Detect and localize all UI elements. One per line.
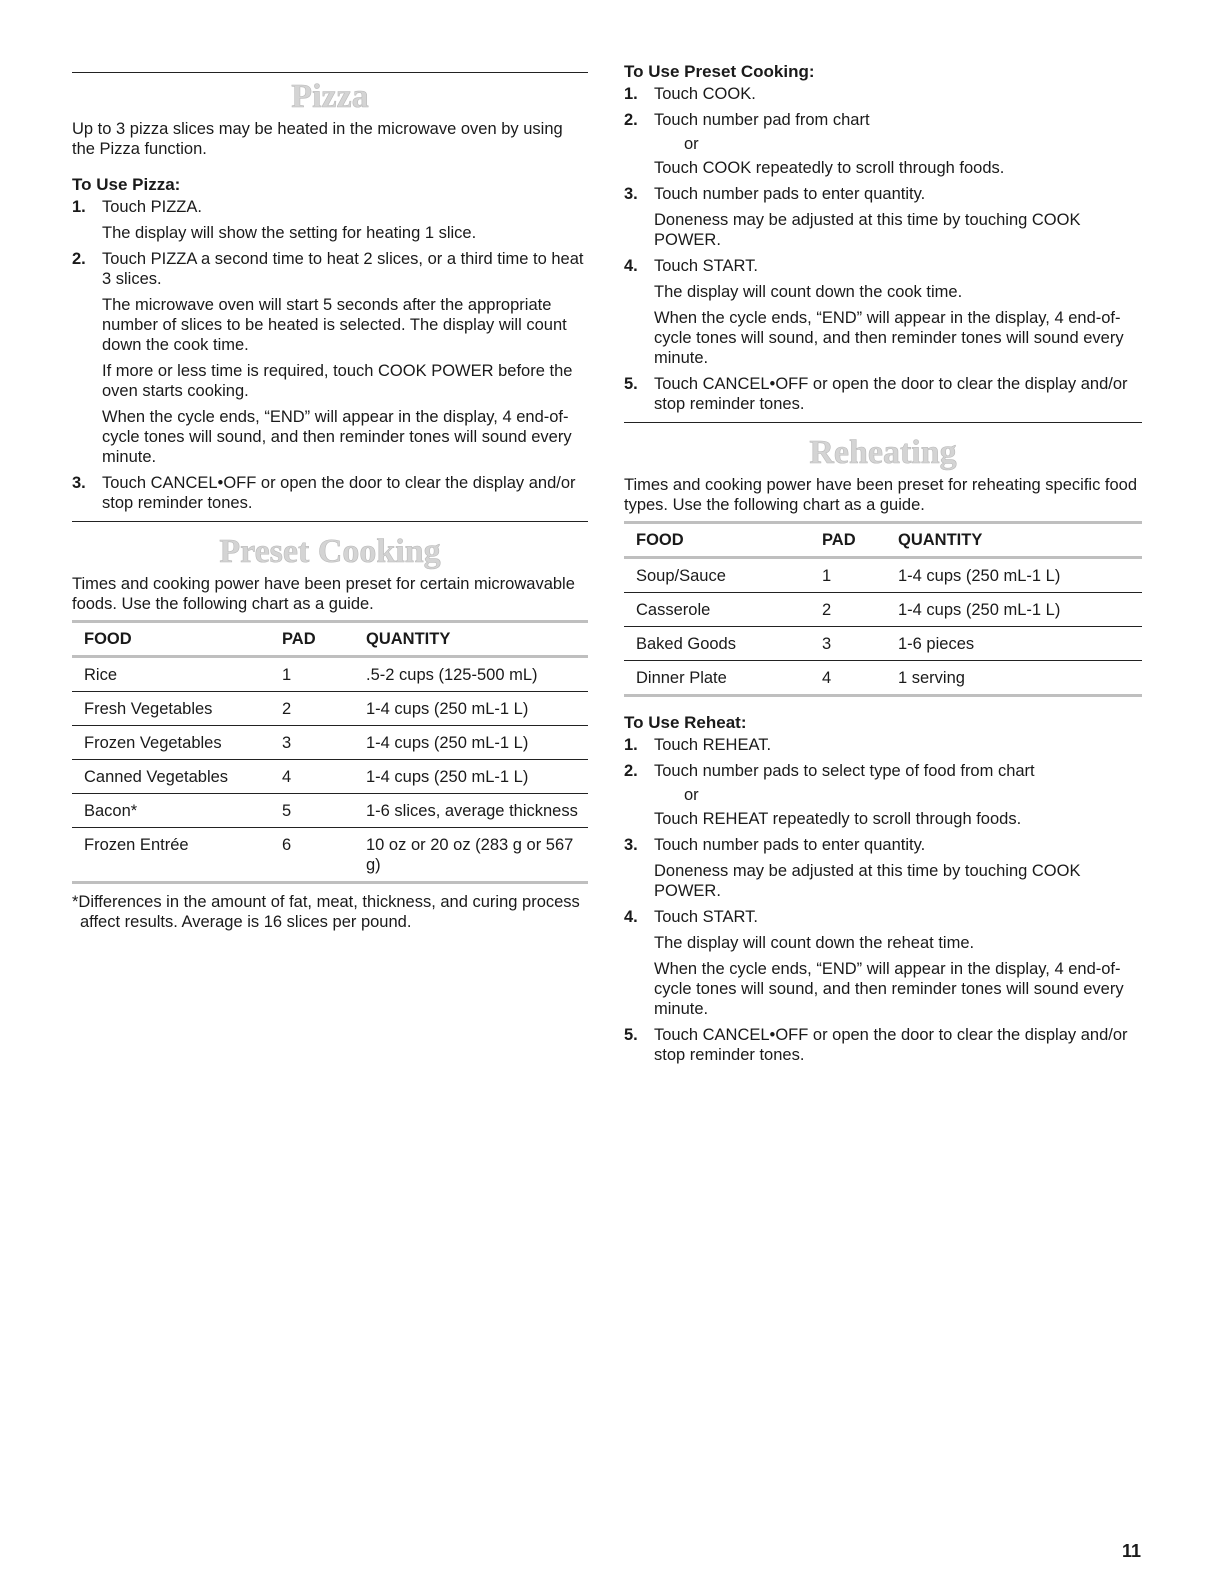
table-row xyxy=(624,558,1142,593)
pad-cell: 1 xyxy=(822,567,832,585)
step-number: 4. xyxy=(624,257,638,275)
step-text: Touch PIZZA. xyxy=(102,198,202,216)
table-row xyxy=(72,692,588,726)
column-header: PAD xyxy=(282,630,316,648)
step-text: The display will show the setting for heating 1 slice. xyxy=(102,224,477,242)
step-text: Touch number pad from chart xyxy=(654,111,870,129)
table-row xyxy=(72,726,588,760)
preset-title: Preset Cooking xyxy=(219,533,441,570)
column-header: QUANTITY xyxy=(898,531,983,549)
preset-step xyxy=(624,84,1142,104)
reheat-intro: Times and cooking power have been preset for reheating specific food types. Use the following chart as a guide. xyxy=(624,476,1138,514)
food-cell: Bacon* xyxy=(84,802,138,820)
step-text: Touch REHEAT repeatedly to scroll through foods. xyxy=(654,810,1022,828)
quantity-cell: 1-4 cups (250 mL-1 L) xyxy=(366,768,529,786)
step-text: Touch CANCEL•OFF or open the door to clear the display and/or stop reminder tones. xyxy=(654,1026,1128,1064)
page-number: 11 xyxy=(1121,1541,1141,1561)
step-text: The display will count down the cook time. xyxy=(654,283,963,301)
divider xyxy=(624,422,1142,423)
preset-table xyxy=(72,620,588,884)
step-number: 5. xyxy=(624,1026,638,1044)
step-number: 2. xyxy=(624,762,638,780)
step-text: Touch number pads to select type of food from chart xyxy=(654,762,1035,780)
quantity-cell: 1 serving xyxy=(898,669,965,687)
step-text: When the cycle ends, “END” will appear in the display, 4 end-of-cycle tones will sound, and then reminder tones will sound every minute. xyxy=(102,408,572,466)
quantity-cell: .5-2 cups (125-500 mL) xyxy=(366,666,538,684)
reheat-step xyxy=(624,761,1142,829)
step-number: 3. xyxy=(72,474,86,492)
quantity-cell: 1-6 pieces xyxy=(898,635,975,653)
step-number: 4. xyxy=(624,908,638,926)
left-column xyxy=(72,62,588,932)
preset-steps xyxy=(624,84,1142,414)
table-row xyxy=(72,657,588,692)
pizza-step xyxy=(72,249,588,467)
food-cell: Rice xyxy=(84,666,118,684)
step-number: 1. xyxy=(72,198,86,216)
preset-intro: Times and cooking power have been preset for certain microwavable foods. Use the following chart as a guide. xyxy=(72,575,575,613)
table-row xyxy=(72,828,588,883)
step-text: Touch number pads to enter quantity. xyxy=(654,185,926,203)
food-cell: Frozen Vegetables xyxy=(84,734,222,752)
step-text: Touch CANCEL•OFF or open the door to clear the display and/or stop reminder tones. xyxy=(102,474,576,512)
food-cell: Frozen Entrée xyxy=(84,836,189,854)
preset-subhead: To Use Preset Cooking: xyxy=(624,62,815,81)
reheat-step xyxy=(624,1025,1142,1065)
or-text: or xyxy=(684,135,699,153)
table-row xyxy=(72,760,588,794)
pizza-steps xyxy=(72,197,588,513)
pizza-title: Pizza xyxy=(291,78,369,115)
quantity-cell: 1-4 cups (250 mL-1 L) xyxy=(366,700,529,718)
pad-cell: 3 xyxy=(822,635,832,653)
food-cell: Casserole xyxy=(636,601,711,619)
right-column xyxy=(624,62,1142,1071)
pad-cell: 1 xyxy=(282,666,292,684)
pad-cell: 5 xyxy=(282,802,292,820)
pizza-intro: Up to 3 pizza slices may be heated in the microwave oven by using the Pizza function. xyxy=(72,120,563,158)
table-header-row xyxy=(624,523,1142,558)
quantity-cell: 1-4 cups (250 mL-1 L) xyxy=(366,734,529,752)
step-text: Touch START. xyxy=(654,908,758,926)
table-row xyxy=(72,794,588,828)
reheat-title: Reheating xyxy=(809,434,957,471)
reheat-steps xyxy=(624,735,1142,1065)
quantity-cell: 1-4 cups (250 mL-1 L) xyxy=(898,601,1061,619)
column-header: FOOD xyxy=(84,630,132,648)
step-text: Touch START. xyxy=(654,257,758,275)
step-text: Touch COOK. xyxy=(654,85,756,103)
preset-step xyxy=(624,256,1142,368)
pad-cell: 2 xyxy=(282,700,292,718)
step-text: The microwave oven will start 5 seconds after the appropriate number of slices to be heated is selected. The display will count down the cook time. xyxy=(102,296,567,354)
pizza-subhead: To Use Pizza: xyxy=(72,175,181,194)
food-cell: Dinner Plate xyxy=(636,669,727,687)
preset-step xyxy=(624,184,1142,250)
step-number: 1. xyxy=(624,85,638,103)
step-number: 5. xyxy=(624,375,638,393)
step-text: The display will count down the reheat time. xyxy=(654,934,975,952)
step-text: Doneness may be adjusted at this time by touching COOK POWER. xyxy=(654,862,1081,900)
divider xyxy=(72,72,588,73)
column-header: FOOD xyxy=(636,531,684,549)
food-cell: Canned Vegetables xyxy=(84,768,229,786)
quantity-cell: 1-6 slices, average thickness xyxy=(366,802,578,820)
pad-cell: 6 xyxy=(282,836,292,854)
food-cell: Soup/Sauce xyxy=(636,567,726,585)
reheat-step xyxy=(624,835,1142,901)
reheat-subhead: To Use Reheat: xyxy=(624,713,747,732)
reheat-step xyxy=(624,735,1142,755)
reheat-step xyxy=(624,907,1142,1019)
food-cell: Fresh Vegetables xyxy=(84,700,213,718)
column-header: QUANTITY xyxy=(366,630,451,648)
or-text: or xyxy=(684,786,699,804)
footnote: *Differences in the amount of fat, meat, thickness, and curing process affect results. Average is 16 slices per pound. xyxy=(72,893,580,931)
step-text: Touch CANCEL•OFF or open the door to clear the display and/or stop reminder tones. xyxy=(654,375,1128,413)
divider xyxy=(72,521,588,522)
step-text: Touch PIZZA a second time to heat 2 slices, or a third time to heat 3 slices. xyxy=(102,250,584,288)
pad-cell: 4 xyxy=(822,669,832,687)
pad-cell: 4 xyxy=(282,768,292,786)
table-header-row xyxy=(72,622,588,657)
column-header: PAD xyxy=(822,531,856,549)
step-text: If more or less time is required, touch COOK POWER before the oven starts cooking. xyxy=(102,362,573,400)
step-text: When the cycle ends, “END” will appear in the display, 4 end-of-cycle tones will sound, and then reminder tones will sound every minute. xyxy=(654,309,1124,367)
table-row xyxy=(624,661,1142,696)
pad-cell: 3 xyxy=(282,734,292,752)
table-row xyxy=(624,593,1142,627)
step-number: 3. xyxy=(624,836,638,854)
step-text: Touch COOK repeatedly to scroll through foods. xyxy=(654,159,1005,177)
step-number: 2. xyxy=(624,111,638,129)
preset-step xyxy=(624,374,1142,414)
table-row xyxy=(624,627,1142,661)
step-number: 3. xyxy=(624,185,638,203)
pizza-step xyxy=(72,473,588,513)
step-text: Touch REHEAT. xyxy=(654,736,772,754)
pizza-step xyxy=(72,197,588,243)
quantity-cell: 1-4 cups (250 mL-1 L) xyxy=(898,567,1061,585)
step-text: When the cycle ends, “END” will appear in the display, 4 end-of-cycle tones will sound, and then reminder tones will sound every minute. xyxy=(654,960,1124,1018)
reheat-table xyxy=(624,521,1142,697)
step-number: 1. xyxy=(624,736,638,754)
step-number: 2. xyxy=(72,250,86,268)
pad-cell: 2 xyxy=(822,601,832,619)
food-cell: Baked Goods xyxy=(636,635,736,653)
quantity-cell: 10 oz or 20 oz (283 g or 567 g) xyxy=(366,836,574,874)
step-text: Touch number pads to enter quantity. xyxy=(654,836,926,854)
step-text: Doneness may be adjusted at this time by touching COOK POWER. xyxy=(654,211,1081,249)
preset-step xyxy=(624,110,1142,178)
